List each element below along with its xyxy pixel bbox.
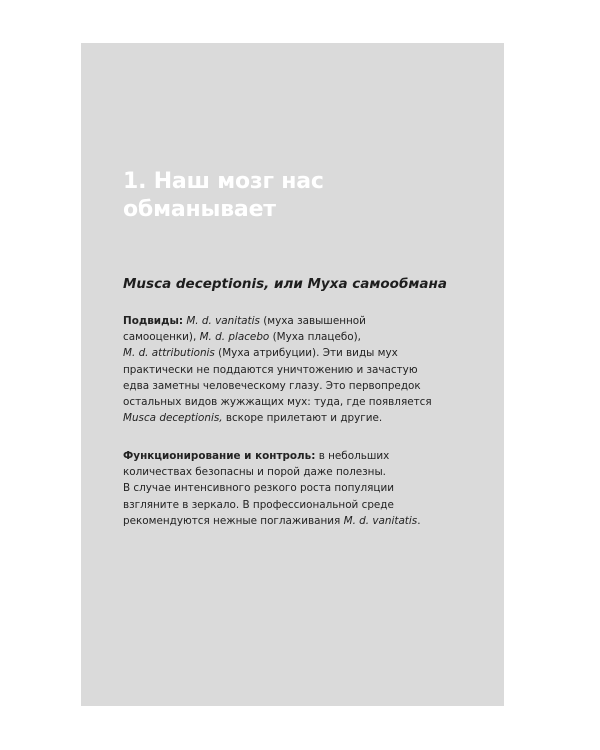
subspecies-line-7 bbox=[123, 410, 463, 426]
text-run: . bbox=[417, 514, 421, 527]
text-run: самооценки), bbox=[123, 331, 200, 344]
book-page bbox=[81, 43, 504, 706]
functioning-line-1 bbox=[123, 448, 463, 464]
text-run: вскоре прилетают и другие. bbox=[222, 412, 383, 425]
text-run: (Муха атрибуции). Эти виды мух bbox=[214, 347, 398, 360]
text-run: (муха завышенной bbox=[259, 315, 366, 327]
subspecies-line-6: остальных видов жужжащих мух: туда, где появляется bbox=[123, 396, 432, 409]
functioning-paragraph bbox=[123, 448, 463, 529]
functioning-line-2: количествах безопасны и порой даже полезны. bbox=[123, 466, 386, 479]
functioning-label: Функционирование и контроль: bbox=[123, 450, 316, 462]
functioning-line-3: В случае интенсивного резкого роста популяции bbox=[123, 482, 394, 495]
text-run: в небольших bbox=[315, 450, 390, 462]
subspecies-line-3 bbox=[123, 345, 463, 361]
subspecies-label: Подвиды: bbox=[123, 315, 184, 327]
subspecies-line-2 bbox=[123, 329, 463, 345]
species-name: Musca deceptionis, bbox=[123, 412, 223, 425]
section-title: Musca deceptionis, или Муха самообмана bbox=[123, 276, 447, 292]
subspecies-line-1 bbox=[123, 313, 463, 329]
species-name: M. d. placebo bbox=[199, 331, 270, 344]
chapter-title-line-2: обманывает bbox=[123, 197, 276, 222]
functioning-line-4: взгляните в зеркало. В профессиональной среде bbox=[123, 498, 394, 511]
functioning-line-5 bbox=[123, 513, 463, 529]
species-name: M. d. vanitatis bbox=[186, 315, 260, 327]
chapter-title-line-1: 1. Наш мозг нас bbox=[123, 169, 324, 194]
text-run: рекомендуются нежные поглаживания bbox=[123, 514, 344, 527]
text-run: (Муха плацебо), bbox=[269, 331, 361, 344]
subspecies-line-5: едва заметны человеческому глазу. Это первопредок bbox=[123, 379, 421, 392]
chapter-title bbox=[123, 168, 483, 224]
subspecies-paragraph bbox=[123, 313, 463, 426]
species-name: M. d. attributionis bbox=[123, 347, 215, 360]
species-name: M. d. vanitatis bbox=[343, 514, 418, 527]
subspecies-line-4: практически не поддаются уничтожению и зачастую bbox=[123, 363, 418, 376]
